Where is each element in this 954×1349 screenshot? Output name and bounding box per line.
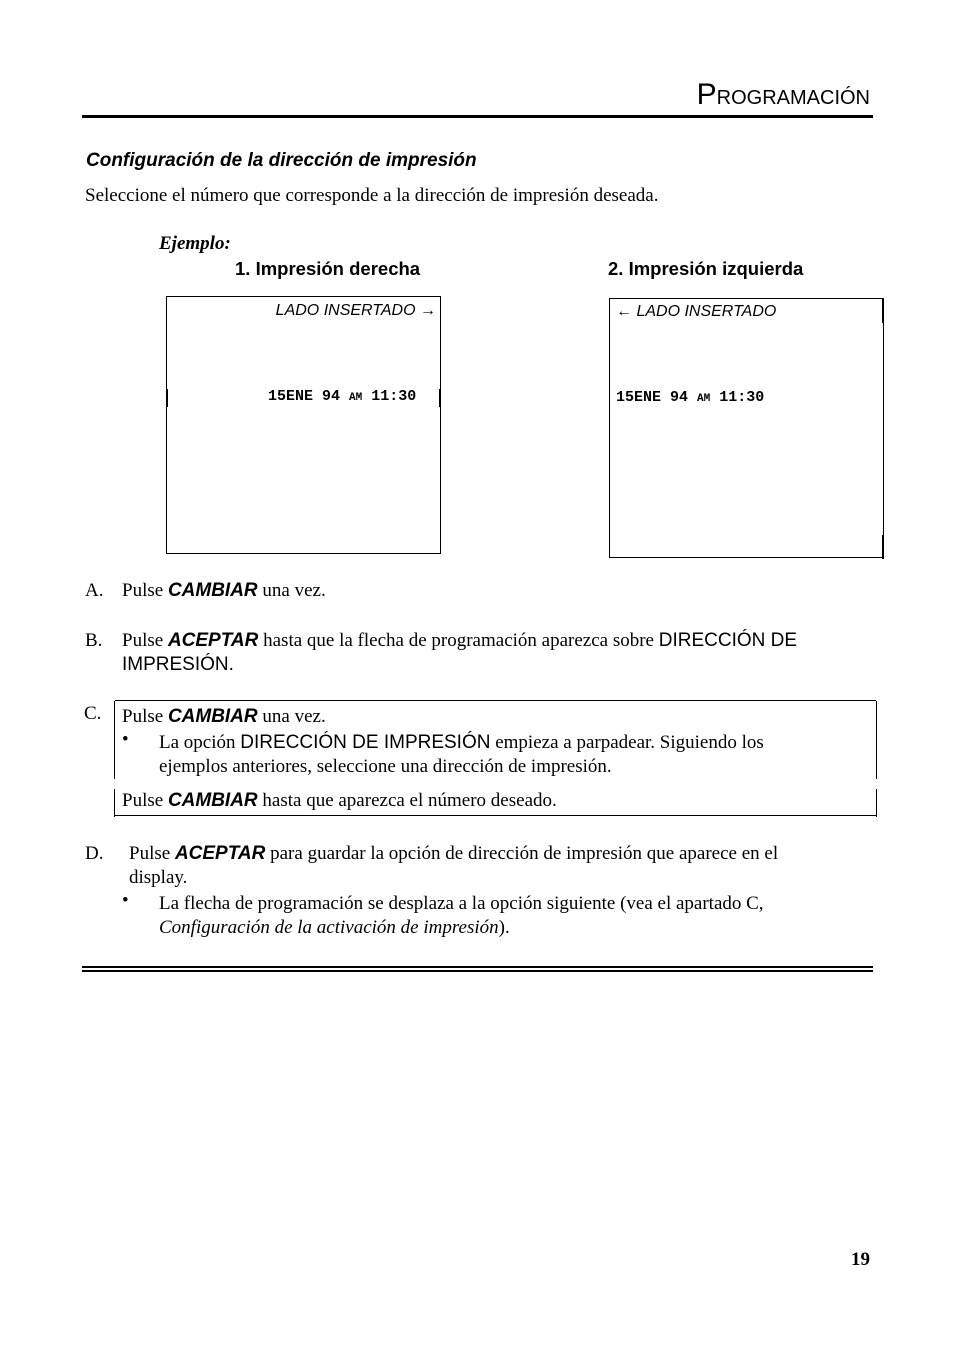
- option-impresion: IMPRESIÓN.: [122, 654, 234, 675]
- bullet-pre: La opción: [159, 732, 241, 753]
- step-a-post: una vez.: [257, 580, 326, 601]
- section-intro: Seleccione el número que corresponde a la dirección de impresión deseada.: [85, 185, 659, 206]
- display-date-right: [268, 388, 416, 405]
- display-edge-mark: [882, 299, 884, 323]
- box-border: [114, 789, 115, 817]
- bullet-post: empieza a parpadear. Siguiendo los: [490, 732, 764, 753]
- page-number: 19: [851, 1249, 870, 1270]
- display-date-left: [616, 389, 764, 406]
- footer-rule: [82, 970, 873, 972]
- step-c-bullet-line2: ejemplos anteriores, seleccione una dirección de impresión.: [159, 756, 612, 777]
- header-rule: [82, 115, 873, 118]
- step-d-post: para guardar la opción de dirección de impresión que aparece en el: [265, 843, 779, 864]
- step-d-bullet-line1: La flecha de programación se desplaza a la opción siguiente (vea el apartado C,: [159, 893, 764, 914]
- step-c-post: hasta que aparezca el número deseado.: [257, 790, 557, 811]
- box-border: [876, 701, 877, 779]
- step-c-post: una vez.: [257, 706, 326, 727]
- step-a-pre: Pulse: [122, 580, 168, 601]
- step-c-marker: C.: [84, 703, 102, 724]
- step-b-marker: B.: [85, 630, 103, 651]
- step-c-line1: [122, 705, 326, 729]
- step-c-line3: [122, 789, 557, 813]
- page-header-title: [697, 78, 870, 112]
- key-aceptar: ACEPTAR: [167, 630, 259, 651]
- header-title-initial: P: [696, 78, 717, 111]
- time-text: 11:30: [362, 388, 417, 405]
- display-right-print: [166, 296, 441, 554]
- step-a-marker: A.: [85, 580, 104, 601]
- display-edge-mark: [439, 389, 441, 407]
- step-d-bullet-line2: [159, 916, 510, 940]
- date-text: 15ENE 94: [268, 388, 350, 405]
- display-label-right: LADO INSERTADO →: [275, 302, 436, 319]
- step-c-pre: Pulse: [122, 706, 168, 727]
- heading-left-print: 2. Impresión izquierda: [608, 258, 804, 279]
- display-left-print: [609, 298, 884, 558]
- box-border: [876, 789, 877, 817]
- option-direccion-impresion: DIRECCIÓN DE IMPRESIÓN: [240, 732, 491, 753]
- step-b-mid: hasta que la flecha de programación aparezca sobre: [258, 630, 659, 651]
- time-text: 11:30: [710, 389, 765, 406]
- step-d-marker: D.: [85, 843, 104, 864]
- date-text: 15ENE 94: [616, 389, 698, 406]
- key-aceptar: ACEPTAR: [174, 843, 266, 864]
- example-label: Ejemplo:: [159, 233, 231, 254]
- key-cambiar: CAMBIAR: [167, 706, 258, 727]
- heading-right-print: 1. Impresión derecha: [235, 258, 421, 279]
- footer-rule: [82, 966, 873, 968]
- box-border: [114, 701, 115, 779]
- step-b-text: [122, 629, 797, 653]
- step-a-text: [122, 579, 326, 603]
- bullet-dot: •: [122, 890, 129, 911]
- cross-reference-title: Configuración de la activación de impresión: [159, 917, 499, 938]
- display-edge-mark: [166, 389, 168, 407]
- key-cambiar: CAMBIAR: [167, 580, 258, 601]
- section-title: Configuración de la dirección de impresión: [86, 150, 477, 171]
- step-b-pre: Pulse: [122, 630, 168, 651]
- step-c-bullet-line1: [159, 731, 764, 755]
- step-d-line1: [129, 842, 778, 866]
- display-edge-mark: [882, 535, 884, 559]
- bullet-dot: •: [122, 729, 129, 750]
- key-cambiar: CAMBIAR: [167, 790, 258, 811]
- header-title-rest: ROGRAMACIÓN: [716, 87, 870, 109]
- option-direccion: DIRECCIÓN DE: [658, 630, 798, 651]
- step-d-pre: Pulse: [129, 843, 175, 864]
- bullet-end: ).: [498, 917, 510, 938]
- step-c-pre: Pulse: [122, 790, 168, 811]
- step-d-line2: display.: [129, 867, 188, 888]
- ampm-text: AM: [697, 393, 711, 405]
- ampm-text: AM: [349, 392, 363, 404]
- display-label-left: ← LADO INSERTADO: [616, 303, 777, 320]
